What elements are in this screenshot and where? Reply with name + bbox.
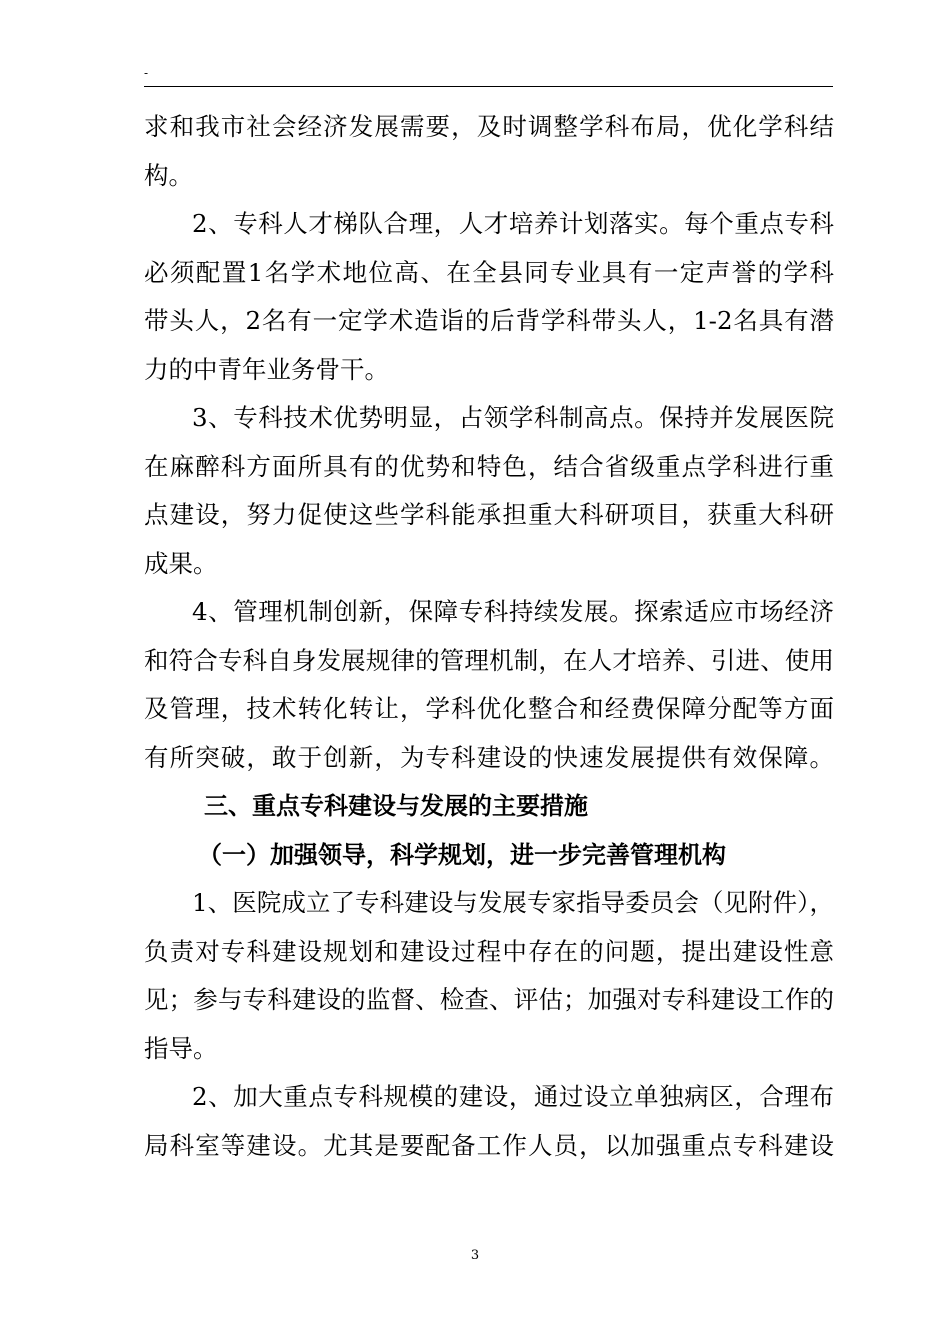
- text-line: 带头人，2名有一定学术造诣的后背学科带头人，1-2名具有潜: [144, 306, 834, 335]
- header-mark: -: [144, 66, 149, 80]
- section-heading: 三、重点专科建设与发展的主要措施: [204, 792, 588, 820]
- text-line: 负责对专科建设规划和建设过程中存在的问题，提出建设性意: [144, 936, 834, 966]
- text-line: 求和我市社会经济发展需要，及时调整学科布局，优化学科结: [144, 112, 834, 141]
- text-line: 在麻醉科方面所具有的优势和特色，结合省级重点学科进行重: [144, 451, 834, 481]
- text-line: 点建设，努力促使这些学科能承担重大科研项目，获重大科研: [144, 500, 834, 529]
- header-rule: [144, 86, 833, 87]
- text-line: 2、加大重点专科规模的建设，通过设立单独病区，合理布: [192, 1082, 834, 1111]
- text-line: 1、医院成立了专科建设与发展专家指导委员会（见附件），: [192, 888, 834, 917]
- text-line: 和符合专科自身发展规律的管理机制，在人才培养、引进、使用: [144, 645, 834, 675]
- text-line: 3、专科技术优势明显，占领学科制高点。保持并发展医院: [192, 403, 834, 432]
- subsection-heading: （一）加强领导，科学规划，进一步完善管理机构: [198, 840, 726, 869]
- body-text: [144, 103, 834, 1170]
- text-line: 成果。: [144, 548, 218, 578]
- text-line: 4、管理机制创新，保障专科持续发展。探索适应市场经济: [192, 597, 834, 626]
- text-line: 2、专科人才梯队合理，人才培养计划落实。每个重点专科: [192, 209, 834, 238]
- text-line: 构。: [144, 160, 193, 190]
- text-line: 见；参与专科建设的监督、检查、评估；加强对专科建设工作的: [144, 985, 834, 1014]
- text-line: 有所突破，敢于创新，为专科建设的快速发展提供有效保障。: [144, 742, 834, 772]
- page-number: 3: [470, 1248, 480, 1263]
- text-line: 及管理，技术转化转让，学科优化整合和经费保障分配等方面: [144, 694, 834, 723]
- text-line: 局科室等建设。尤其是要配备工作人员，以加强重点专科建设: [144, 1130, 834, 1160]
- text-line: 力的中青年业务骨干。: [144, 354, 389, 384]
- text-line: 必须配置1名学术地位高、在全县同专业具有一定声誉的学科: [144, 257, 834, 287]
- text-line: 指导。: [144, 1033, 218, 1063]
